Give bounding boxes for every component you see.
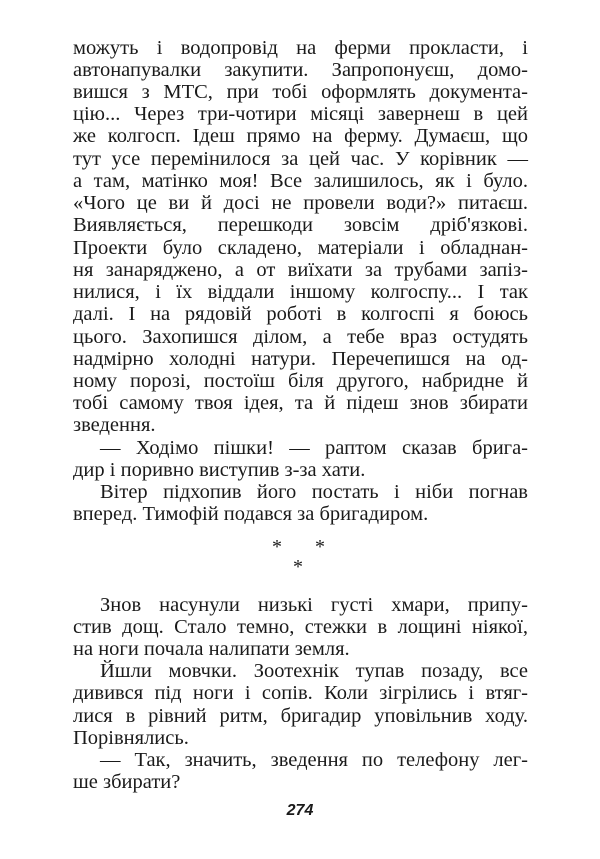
text-line: Йшли мовчки. Зоотехнік тупав позаду, все bbox=[100, 660, 528, 682]
text-line: надмірно холодні натури. Перечепишся на од- bbox=[73, 348, 528, 370]
text-line: Порівнялись. bbox=[73, 727, 189, 749]
text-line: цію... Через три-чотири місяці завернеш в цей bbox=[73, 103, 528, 125]
text-line: Виявляється, перешкоди зовсім дріб'язкові. bbox=[73, 214, 528, 236]
text-line: ше збирати? bbox=[73, 771, 181, 793]
text-line: вперед. Тимофій подався за бригадиром. bbox=[73, 503, 429, 525]
text-line: Знов насунули низькі густі хмари, припу- bbox=[100, 594, 528, 616]
text-line: — Ходімо пішки! — раптом сказав бригa- bbox=[100, 437, 528, 459]
text-line: а там, матінко моя! Все залишилось, як і було. bbox=[73, 170, 528, 192]
text-line: ня занаряджено, а от виїхати за трубами запіз- bbox=[73, 259, 528, 281]
text-line: можуть і водопровід на ферми прокласти, і bbox=[73, 37, 528, 59]
asterisk: * bbox=[272, 536, 282, 558]
text-line: далі. І на рядовій роботі в колгоспі я боюсь bbox=[73, 303, 528, 325]
text-line: вишся з МТС, при тобі оформлять документа- bbox=[73, 81, 528, 103]
page-number: 274 bbox=[286, 802, 314, 819]
text-line: дир і поривно виступив з-за хати. bbox=[73, 459, 366, 481]
text-line: цього. Захопишся ділом, а тебе враз остудять bbox=[73, 326, 528, 348]
text-line: зведення. bbox=[73, 414, 156, 436]
text-line: стив дощ. Стало темно, стежки в лощині ніякої, bbox=[73, 616, 528, 638]
text-line: нилися, і їх віддали іншому колгоспу... І так bbox=[73, 281, 528, 303]
text-line: тобі самому твоя ідея, та й підеш знов збирати bbox=[73, 392, 528, 414]
text-line: тут усе перемінилося за цей час. У корівник — bbox=[73, 148, 528, 170]
text-line: Вітер підхопив його постать і ніби погнав bbox=[100, 481, 528, 503]
text-line: дивився під ноги і сопів. Коли зігрілись і втяг- bbox=[73, 682, 528, 704]
text-line: ному порозі, постоїш біля другого, набридне й bbox=[73, 370, 528, 392]
text-line: на ноги почала налипати земля. bbox=[73, 638, 350, 660]
asterisk: * bbox=[315, 536, 325, 558]
text-line: Проекти було складено, матеріали і обладнан- bbox=[73, 237, 528, 259]
text-line: «Чого це ви й досі не провели води?» питаєш. bbox=[73, 192, 528, 214]
text-line: же колгосп. Ідеш прямо на ферму. Думаєш, що bbox=[73, 125, 528, 147]
text-line: — Так, значить, зведення по телефону лег- bbox=[100, 749, 528, 771]
text-line: лися в рівний ритм, бригадир уповільнив ходу. bbox=[73, 705, 528, 727]
text-line: автонапувалки закупити. Запропонуєш, домо- bbox=[73, 59, 528, 81]
asterisk: * bbox=[293, 556, 303, 578]
